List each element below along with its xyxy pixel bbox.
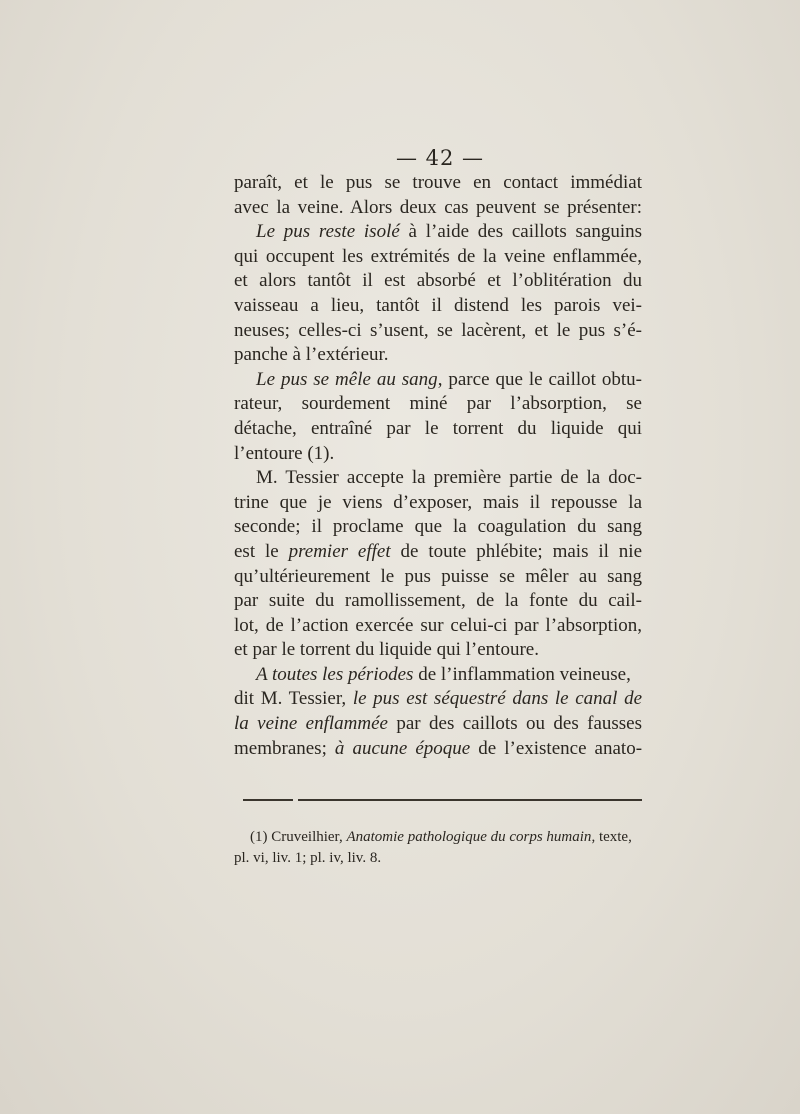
italic-text: la veine enflammée [234, 713, 388, 735]
italic-text: Le pus reste isolé [256, 221, 400, 243]
text-run: dit M. Tessier, [234, 688, 353, 710]
text-run: est le [234, 540, 289, 562]
italic-text: à aucune époque [334, 737, 471, 759]
text-line [234, 294, 642, 319]
body-text [234, 171, 642, 761]
text-line [234, 245, 642, 270]
text-line [234, 712, 642, 737]
text-line [234, 368, 642, 393]
text-run: , texte, [591, 829, 632, 845]
text-run: seconde; il proclame que la coagulation du sang [234, 516, 642, 538]
text-run: l’entoure (1). [234, 442, 335, 464]
text-line [234, 319, 642, 344]
text-line [234, 638, 642, 663]
text-run: membranes; [234, 737, 335, 759]
footnote-separator [243, 799, 642, 801]
text-run: lot, de l’action exercée sur celui-ci par l’absorption, [234, 614, 642, 636]
text-run: de l’inflammation veineuse, [413, 663, 631, 685]
text-run: à l’aide des caillots sanguins [399, 221, 642, 243]
separator-long-rule [298, 799, 642, 801]
text-line [234, 663, 642, 688]
italic-text: A toutes les périodes [256, 663, 414, 685]
text-run: , parce que le caillot obtu- [437, 368, 642, 390]
text-line [234, 466, 642, 491]
text-run: vaisseau a lieu, tantôt il distend les parois vei- [234, 294, 642, 316]
text-line [234, 589, 642, 614]
text-run: et par le torrent du liquide qui l’entoure. [234, 639, 539, 661]
text-run: paraît, et le pus se trouve en contact immédiat [234, 172, 642, 193]
footnote-line [234, 848, 642, 869]
text-line [234, 220, 642, 245]
text-run: qui occupent les extrémités de la veine enflammée, [234, 245, 642, 267]
text-run: qu’ultérieurement le pus puisse se mêler au sang [234, 565, 642, 587]
text-line [234, 442, 642, 467]
text-line [234, 614, 642, 639]
text-line [234, 269, 642, 294]
text-run: avec la veine. Alors deux cas peuvent se présenter: [234, 196, 642, 218]
text-run: rateur, sourdement miné par l’absorption, se [234, 393, 642, 415]
text-run: pl. vi, liv. 1; pl. iv, liv. 8. [234, 850, 382, 866]
footnote [234, 827, 642, 869]
page-number: — 42 — [395, 146, 485, 170]
separator-short-rule [243, 799, 293, 801]
text-run: de l’existence anato- [470, 737, 643, 759]
text-line [234, 687, 642, 712]
italic-text: Le pus se mêle au sang [256, 368, 438, 390]
text-run: de toute phlébite; mais il nie [390, 540, 643, 562]
italic-text: le pus est séquestré dans le canal de [352, 688, 642, 710]
text-line [234, 392, 642, 417]
text-run: et alors tantôt il est absorbé et l’oblitération du [234, 270, 642, 292]
text-line [234, 491, 642, 516]
text-line [234, 737, 642, 762]
text-line [234, 515, 642, 540]
text-run: par suite du ramollissement, de la fonte du cail- [234, 590, 642, 612]
text-run: détache, entraîné par le torrent du liquide qui [234, 417, 642, 439]
text-run: M. Tessier accepte la première partie de la doc- [256, 467, 642, 489]
italic-text: Anatomie pathologique du corps humain [346, 829, 592, 845]
footnote-line [234, 827, 642, 848]
text-run: par des caillots ou des fausses [387, 713, 642, 735]
text-line [234, 196, 642, 221]
text-run: trine que je viens d’exposer, mais il repousse la [234, 491, 642, 513]
text-run: neuses; celles-ci s’usent, se lacèrent, et le pus s’é- [234, 319, 642, 341]
text-line [234, 540, 642, 565]
text-run: panche à l’extérieur. [234, 344, 389, 366]
text-line [234, 343, 642, 368]
text-line [234, 565, 642, 590]
text-line [234, 171, 642, 196]
italic-text: premier effet [288, 540, 391, 562]
text-run: (1) Cruveilhier, [250, 829, 347, 845]
text-line [234, 417, 642, 442]
